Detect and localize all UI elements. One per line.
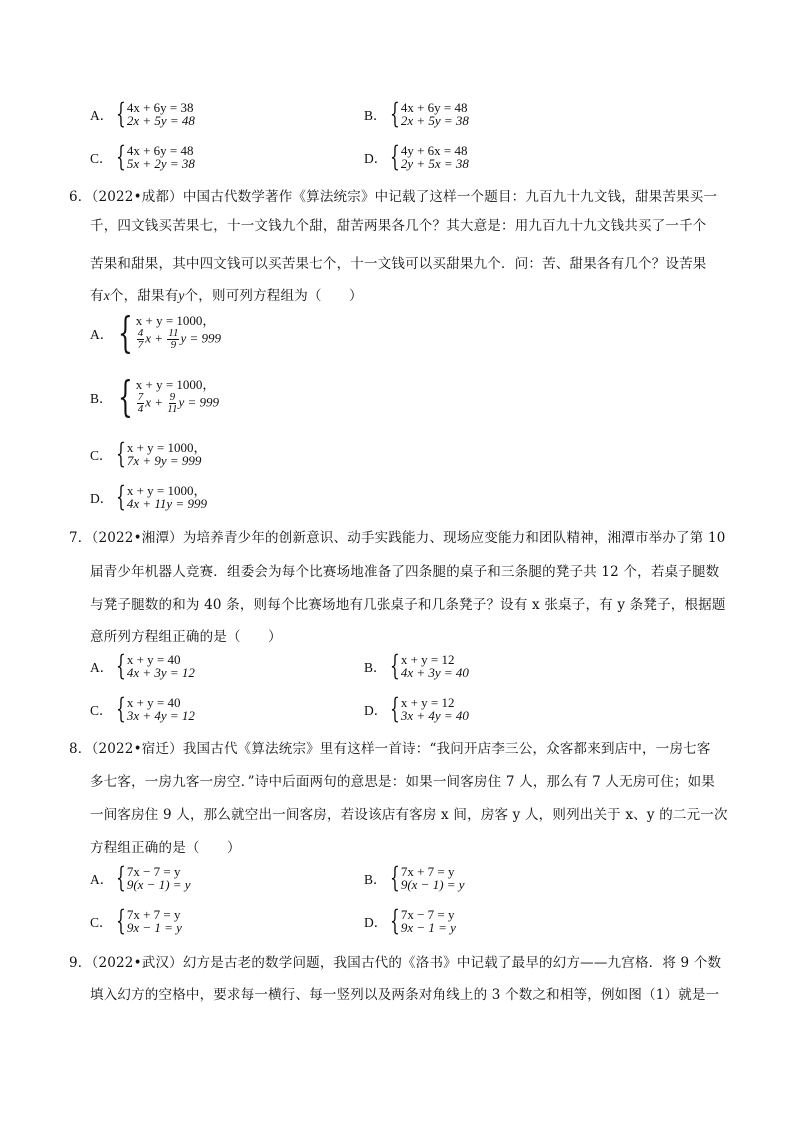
- q6-line-2: 千，四文钱买苦果七，十一文钱九个甜，甜苦两果各几个？其大意是：用九百九十九文钱共买了一千个: [90, 218, 707, 234]
- q5-option-d: D． { 4y + 6x = 48 2y + 5x = 38: [364, 140, 469, 173]
- q8-option-d: D． { 7x − 7 = y 9x − 1 = y: [364, 904, 456, 937]
- q7-line-2: 届青少年机器人竞赛．组委会为每个比赛场地准备了四条腿的桌子和三条腿的凳子共 12 个，若桌子腿数: [90, 564, 720, 580]
- q7-option-a: A． { x + y = 40 4x + 3y = 12: [90, 649, 195, 682]
- q6-option-a: A． { x + y = 1000， $\frac{4}{7}$ x + $\frac{11}{9}$ y = 999: [90, 307, 222, 357]
- q6-line-3: 苦果和甜果，其中四文钱可以买苦果七个，十一文钱可以买甜果九个．问：苦、甜果各有几个？设苦果: [90, 256, 707, 272]
- q8-line-3: 一间客房住 9 人，那么就空出一间客房，若设该店有客房 x 间，房客 y 人，则列出关于 x、y 的二元一次: [90, 807, 728, 823]
- q8-option-c: C． { 7x + 7 = y 9x − 1 = y: [90, 904, 182, 937]
- q7-option-b: B． { x + y = 12 4x + 3y = 40: [364, 649, 469, 682]
- q7-option-c: C． { x + y = 40 3x + 4y = 12: [90, 692, 195, 725]
- q6-line-1: 6．（2022•成都）中国古代数学著作《算法统宗》中记载了这样一个题目：九百九十九文钱，甜果苦果买一: [69, 189, 718, 205]
- q5-option-c: C． { 4x + 6y = 48 5x + 2y = 38: [90, 140, 195, 173]
- q8-line-2: 多七客，一房九客一房空．”诗中后面两句的意思是：如果一间客房住 7 人，那么有 7 人无房可住；如果: [90, 774, 715, 790]
- q7-option-d: D． { x + y = 12 3x + 4y = 40: [364, 692, 469, 725]
- q8-line-1: 8．（2022•宿迁）我国古代《算法统宗》里有这样一首诗：“我问开店李三公，众客都来到店中，一房七客: [69, 741, 711, 757]
- q7-line-4: 意所列方程组正确的是（ ）: [90, 629, 282, 645]
- q5-option-b: B． { 4x + 6y = 48 2x + 5y = 38: [364, 97, 469, 130]
- q9-line-2: 填入幻方的空格中，要求每一横行、每一竖列以及两条对角线上的 3 个数之和相等，例如图（1）就是一: [90, 987, 720, 1003]
- q8-line-4: 方程组正确的是（ ）: [90, 840, 241, 856]
- q9-line-1: 9．（2022•武汉）幻方是古老的数学问题，我国古代的《洛书》中记载了最早的幻方——九宫格．将 9 个数: [69, 955, 722, 971]
- q6-line-4: 有x个，甜果有y个，则可列方程组为（ ）: [90, 288, 363, 304]
- q5-option-a: A． { 4x + 6y = 38 2x + 5y = 48: [90, 97, 195, 130]
- q7-line-1: 7．（2022•湘潭）为培养青少年的创新意识、动手实践能力、现场应变能力和团队精神，湘潭市举办了第 10: [69, 530, 726, 546]
- q7-line-3: 与凳子腿数的和为 40 条，则每个比赛场地有几张桌子和几条凳子？设有 x 张桌子，有 y 条凳子，根据题: [90, 597, 726, 613]
- q8-option-b: B． { 7x + 7 = y 9(x − 1) = y: [364, 861, 465, 894]
- q6-option-c: C． { x + y = 1000， 7x + 9y = 999: [90, 437, 207, 470]
- q6-option-d: D． { x + y = 1000， 4x + 11y = 999: [90, 480, 207, 513]
- q8-option-a: A． { 7x − 7 = y 9(x − 1) = y: [90, 861, 191, 894]
- q6-option-b: B． { x + y = 1000， $\frac{7}{4}$ x + $\frac{9}{11}$ y = 999: [90, 371, 220, 421]
